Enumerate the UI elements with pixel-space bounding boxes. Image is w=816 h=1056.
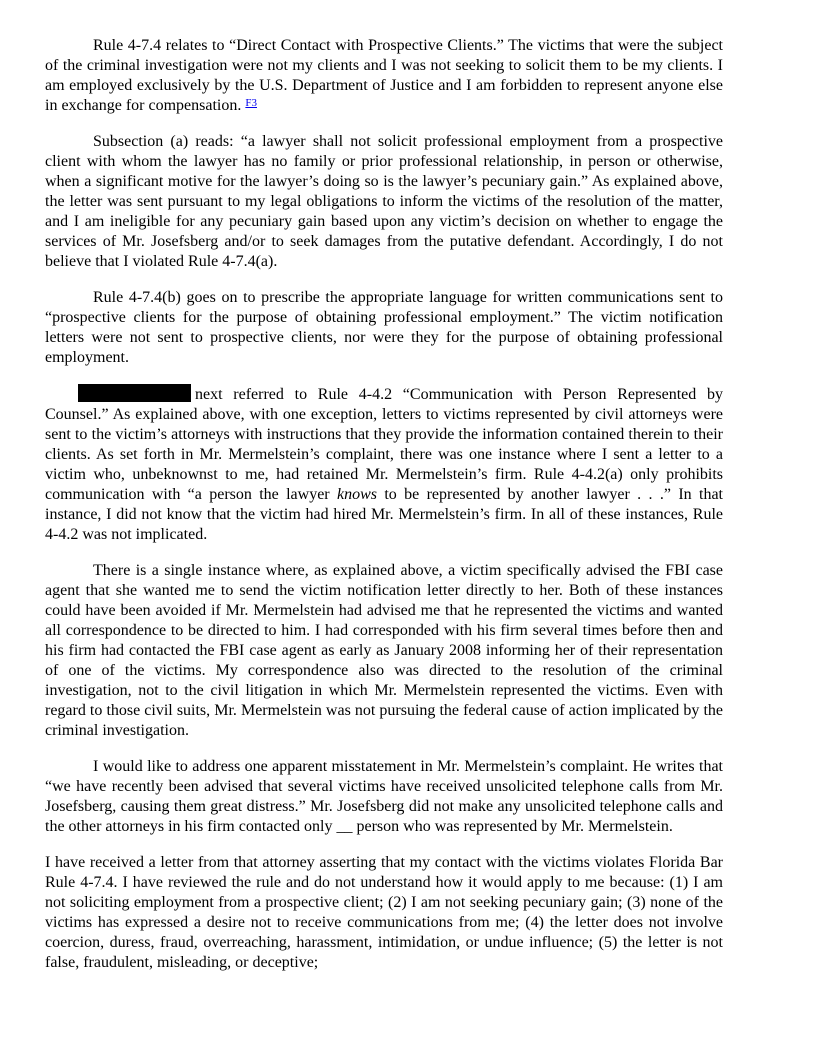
paragraph-text: Rule 4-7.4(b) goes on to prescribe the appropriate language for written communications sent to “prospective clients for the purpose of obtaining professional employment.” The victim notification letters were not sent to prospective clients, nor were they for the purpose of obtaining professional employment.	[45, 289, 723, 366]
paragraph-text: There is a single instance where, as explained above, a victim specifically advised the FBI case agent that she wanted me to send the victim notification letter directly to her. Both of these instances could have been avoided if Mr. Mermelstein had advised me that he represented the victims and wanted all correspondence to be directed to him. I had corresponded with his firm several times before then and his firm had contacted the FBI case agent as early as January 2008 informing her of their representation of one of the victims. My correspondence also was directed to the resolution of the criminal investigation, not to the civil litigation in which Mr. Mermelstein represented the victims. Even with regard to those civil suits, Mr. Mermelstein was not pursuing the federal cause of action implicated by the criminal investigation.	[45, 562, 723, 739]
footnote-link[interactable]: F3	[245, 97, 257, 109]
paragraph-misstatement	[45, 757, 723, 837]
paragraph-rule-4-4-2	[45, 384, 723, 545]
paragraph-received-letter	[45, 853, 723, 973]
paragraph-rule-4-7-4-b	[45, 288, 723, 368]
paragraph-text-continued: to be represented by another lawyer . . .” In that instance, I did not know that the victim had hired Mr. Mermelstein’s firm. In all of these instances, Rule 4-4.2 was not implicated.	[45, 486, 723, 543]
paragraph-rule-4-7-4	[45, 36, 723, 116]
redaction-block	[78, 384, 191, 402]
paragraph-text: next referred to Rule 4-4.2 “Communication with Person Represented by Counsel.” As explained above, with one exception, letters to victims represented by civil attorneys were sent to the victim’s attorneys with instructions that they provide the information contained therein to their clients. As set forth in Mr. Mermelstein’s complaint, there was one instance where I sent a letter to a victim who, unbeknownst to me, had retained Mr. Mermelstein’s firm. Rule 4-4.2(a) only prohibits communication with “a person the lawyer	[45, 386, 723, 503]
paragraph-text: I have received a letter from that attorney asserting that my contact with the victims violates Florida Bar Rule 4-7.4. I have reviewed the rule and do not understand how it would apply to me because: (1) I am not soliciting employment from a prospective client; (2) I am not seeking pecuniary gain; (3) none of the victims has expressed a desire not to receive communications from me; (4) the letter does not involve coercion, duress, fraud, overreaching, harassment, intimidation, or undue influence; (5) the letter is not false, fraudulent, misleading, or deceptive;	[45, 854, 723, 971]
paragraph-single-instance	[45, 561, 723, 741]
paragraph-text: I would like to address one apparent misstatement in Mr. Mermelstein’s complaint. He writes that “we have recently been advised that several victims have received unsolicited telephone calls from Mr. Josefsberg, causing them great distress.” Mr. Josefsberg did not make any unsolicited telephone calls and the other attorneys in his firm contacted only __ person who was represented by Mr. Mermelstein.	[45, 758, 723, 835]
paragraph-text: Rule 4-7.4 relates to “Direct Contact with Prospective Clients.” The victims that were the subject of the criminal investigation were not my clients and I was not seeking to solicit them to be my clients. I am employed exclusively by the U.S. Department of Justice and I am forbidden to represent anyone else in exchange for compensation.	[45, 37, 723, 114]
emphasis-text: knows	[336, 486, 377, 503]
document-page	[45, 36, 723, 973]
paragraph-text: Subsection (a) reads: “a lawyer shall not solicit professional employment from a prospective client with whom the lawyer has no family or prior professional relationship, in person or otherwise, when a significant motive for the lawyer’s doing so is the lawyer’s pecuniary gain.” As explained above, the letter was sent pursuant to my legal obligations to inform the victims of the resolution of the matter, and I am ineligible for any pecuniary gain based upon any victim’s decision on whether to engage the services of Mr. Josefsberg and/or to seek damages from the putative defendant. Accordingly, I do not believe that I violated Rule 4-7.4(a).	[45, 133, 723, 270]
paragraph-subsection-a	[45, 132, 723, 272]
